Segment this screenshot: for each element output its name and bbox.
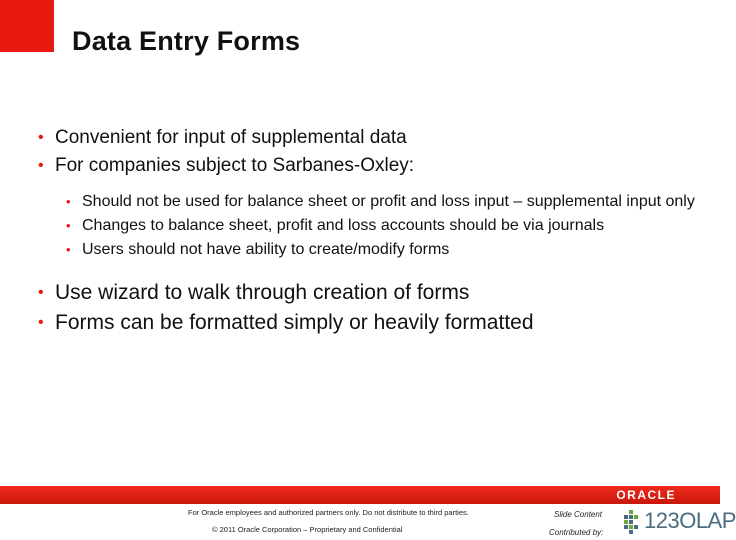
bullet-item bbox=[38, 124, 698, 152]
sub-bullet-text: Changes to balance sheet, profit and loss accounts should be via journals bbox=[82, 217, 605, 234]
bullet-icon: • bbox=[38, 157, 44, 174]
sub-bullet-text: Users should not have ability to create/modify forms bbox=[82, 241, 450, 258]
title-accent-block bbox=[0, 0, 54, 52]
footer-copyright: © 2011 Oracle Corporation – Proprietary and Confidential bbox=[212, 525, 403, 534]
bullet-text: For companies subject to Sarbanes-Oxley: bbox=[55, 155, 415, 176]
sub-bullet-item bbox=[66, 192, 698, 212]
bullet-icon: • bbox=[66, 194, 71, 209]
bullet-icon: • bbox=[66, 242, 71, 257]
sub-bullet-list bbox=[66, 192, 698, 260]
footer-bar bbox=[0, 486, 720, 504]
slide-title: Data Entry Forms bbox=[72, 26, 301, 56]
footer-notice: For Oracle employees and authorized partners only. Do not distribute to third parties. bbox=[188, 508, 469, 517]
sub-bullet-text: Should not be used for balance sheet or profit and loss input – supplemental input only bbox=[82, 193, 695, 210]
slide-body bbox=[38, 124, 698, 338]
bullet-item bbox=[38, 278, 698, 308]
bullet-icon: • bbox=[38, 314, 44, 331]
bullet-text: Use wizard to walk through creation of forms bbox=[55, 281, 470, 304]
oracle-logo: ORACLE bbox=[616, 488, 676, 502]
bullet-item bbox=[38, 152, 698, 180]
bullet-icon: • bbox=[66, 218, 71, 233]
contributed-by-label: Contributed by: bbox=[549, 528, 604, 537]
partner-logo-text: 123OLAP bbox=[644, 508, 736, 533]
bullet-icon: • bbox=[38, 284, 44, 301]
bullet-text: Convenient for input of supplemental data bbox=[55, 127, 407, 148]
sub-bullet-item bbox=[66, 240, 698, 260]
bullet-text: Forms can be formatted simply or heavily formatted bbox=[55, 311, 534, 334]
bullet-item bbox=[38, 308, 698, 338]
slide-content-label: Slide Content bbox=[554, 510, 603, 519]
sub-bullet-item bbox=[66, 216, 698, 236]
bullet-icon: • bbox=[38, 129, 44, 146]
